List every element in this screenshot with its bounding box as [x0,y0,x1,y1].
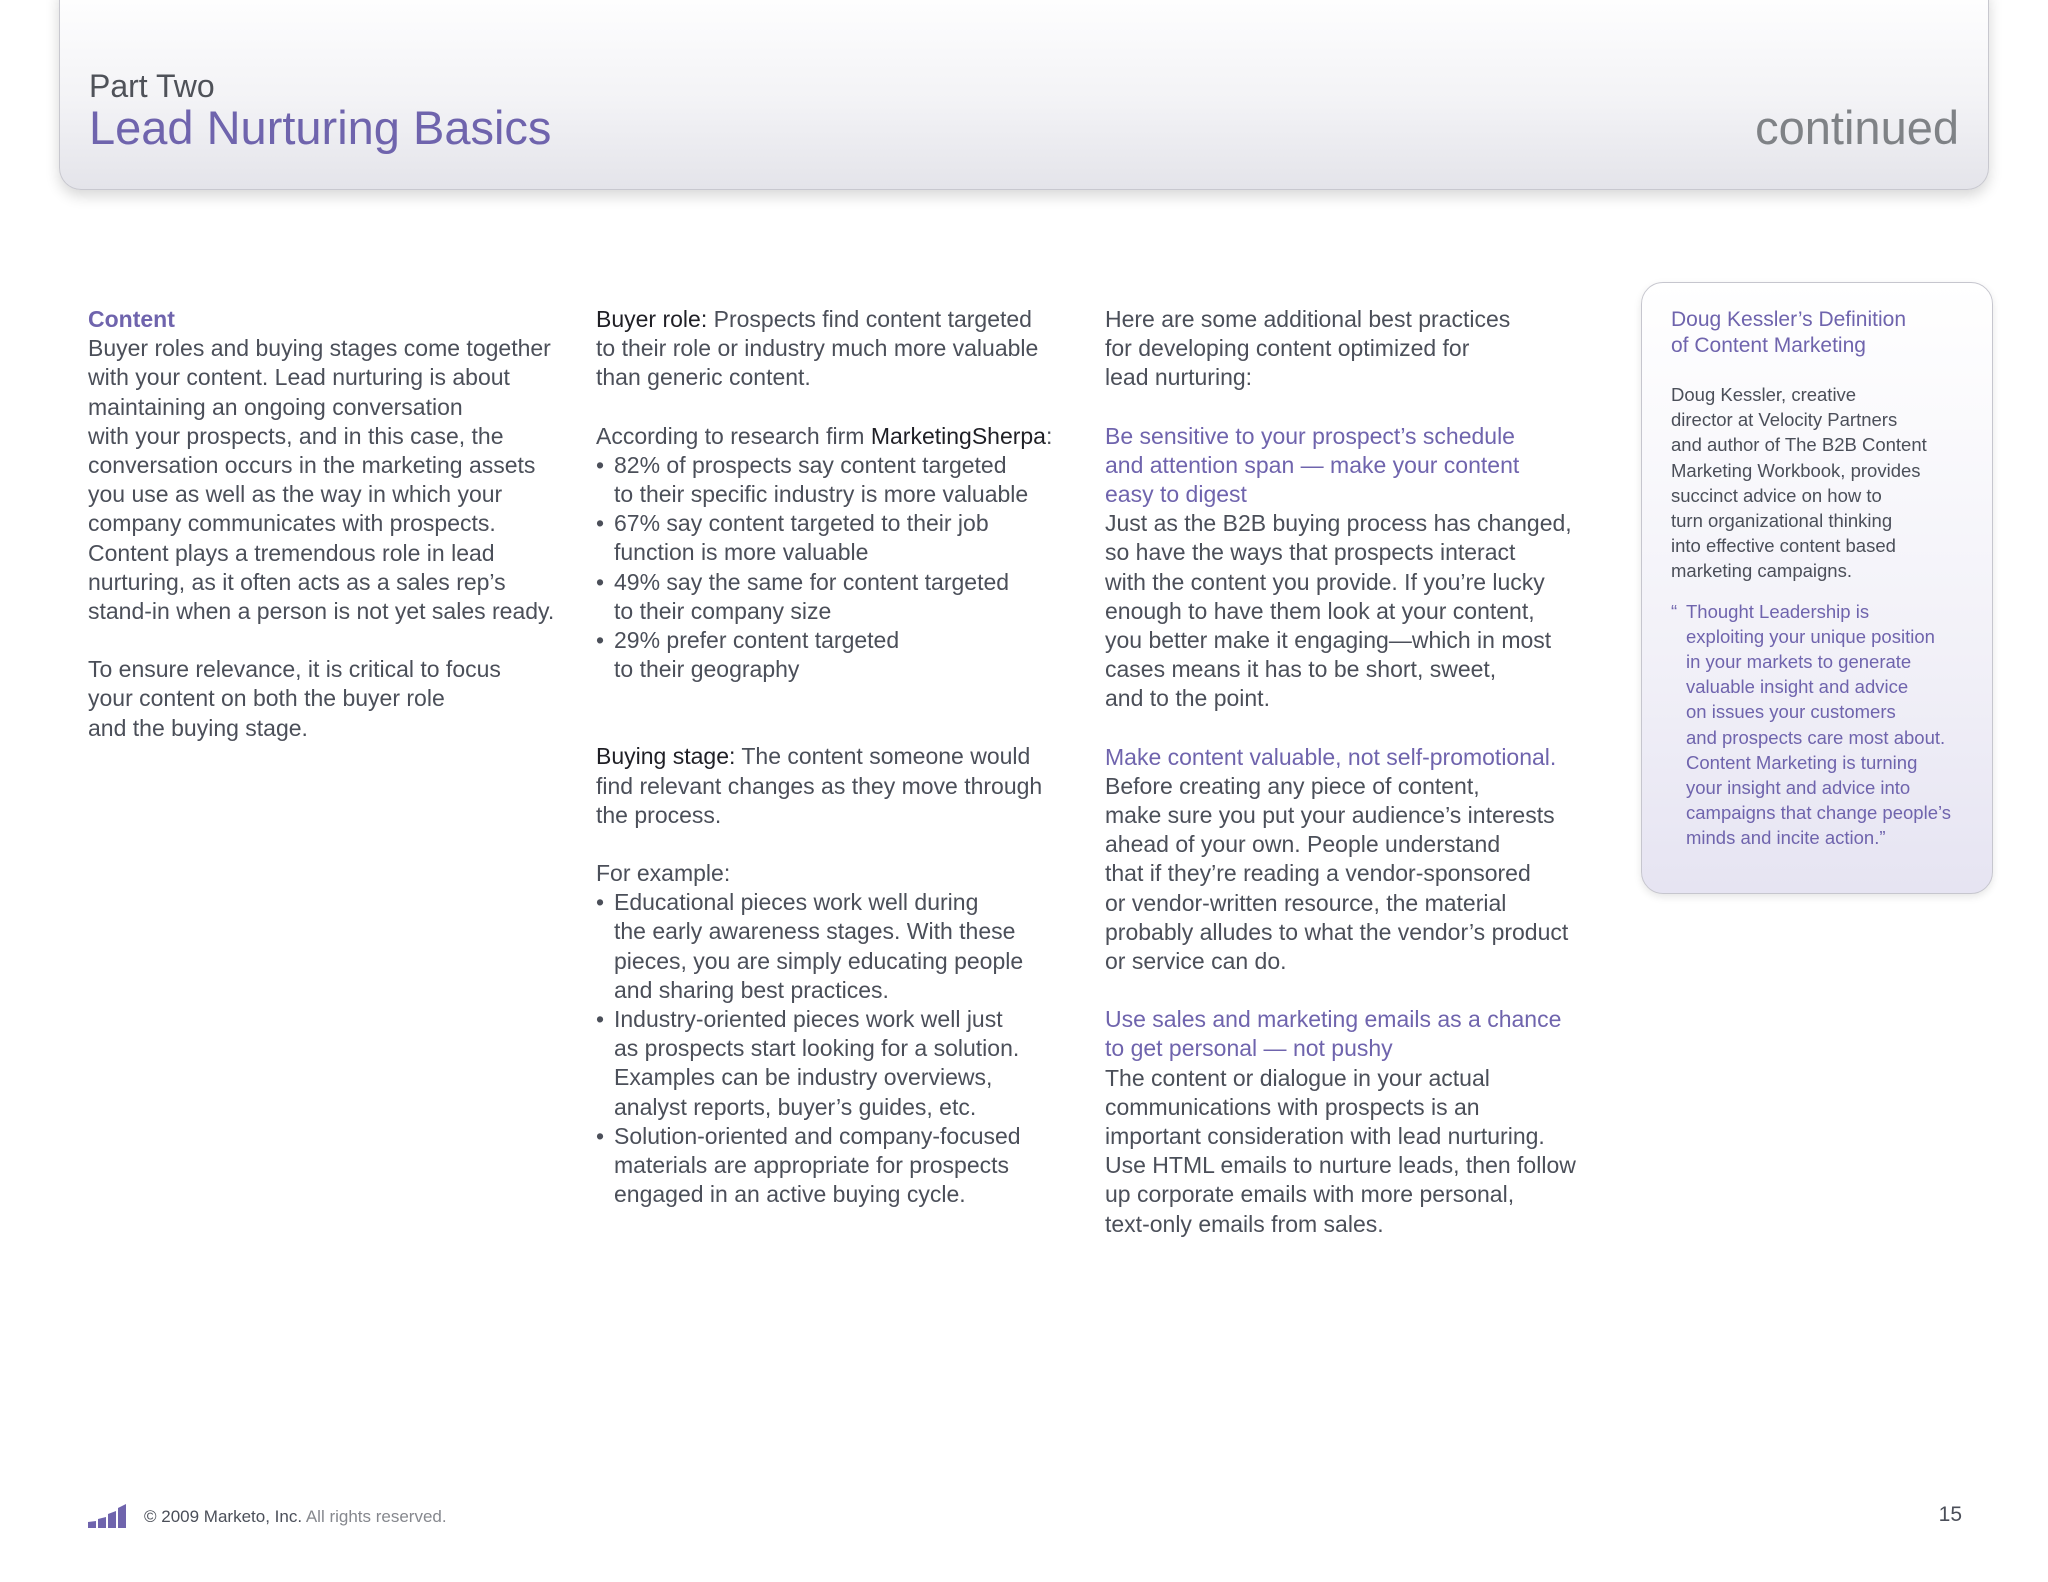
buying-stage-label: Buying stage: [596,743,736,770]
text-line: Buyer roles and buying stages come together [88,335,551,362]
text-line: up corporate emails with more personal, [1105,1181,1515,1208]
practice-heading: Use sales and marketing emails as a chance [1105,1006,1562,1033]
text-line: Use HTML emails to nurture leads, then follow [1105,1152,1576,1179]
practice-heading: easy to digest [1105,481,1247,508]
text-line: cases means it has to be short, sweet, [1105,656,1497,683]
stats-list [596,451,1086,685]
text-line: text-only emails from sales. [1105,1210,1384,1237]
list-item: • 67% say content targeted to their job function is more valuable [596,509,1086,567]
text-line: probably alludes to what the vendor’s product [1105,918,1569,945]
list-item: • 49% say the same for content targeted to their company size [596,568,1086,626]
list-item: • Solution-oriented and company-focused materials are appropriate for prospects engaged in an active buying cycle. [596,1122,1086,1210]
list-item: • Educational pieces work well during the early awareness stages. With these pieces, you are simply educating people and sharing best practices. [596,888,1086,1005]
part-label: Part Two [89,68,215,104]
practice-heading: and attention span — make your content [1105,451,1520,478]
text-line: for developing content optimized for [1105,335,1470,362]
text-line: enough to have them look at your content, [1105,597,1535,624]
text-line: or vendor-written resource, the material [1105,889,1507,916]
text-line: Before creating any piece of content, [1105,772,1480,799]
quote-mark: “ [1671,600,1678,622]
text-line: you use as well as the way in which your [88,481,503,508]
text-line: Just as the B2B buying process has changed, [1105,510,1572,537]
examples-list [596,888,1086,1209]
list-item: • Industry-oriented pieces work well just as prospects start looking for a solution. Examples can be industry overviews, analyst reports, buyer’s guides, etc. [596,1005,1086,1122]
text-line: conversation occurs in the marketing assets [88,452,536,479]
text-line: Content plays a tremendous role in lead [88,539,495,566]
buyer-role-label: Buyer role: [596,306,708,332]
column-best-practices [1105,305,1625,1239]
example-intro: For example: [596,860,731,887]
text-line: To ensure relevance, it is critical to focus [88,656,501,683]
text-line: nurturing, as it often acts as a sales rep’s [88,568,506,595]
text-line: ahead of your own. People understand [1105,831,1501,858]
buyer-role-para [596,305,1086,334]
text-line: and to the point. [1105,685,1270,712]
sidebar-definition [1641,282,1993,894]
text-line: with your prospects, and in this case, the [88,422,504,449]
text-line: so have the ways that prospects interact [1105,539,1516,566]
page-header [59,0,1989,190]
text-line: find relevant changes as they move through [596,772,1043,799]
text-line: to their role or industry much more valuable [596,335,1039,362]
research-intro: According to research firm MarketingSherpa: [596,422,1053,449]
sidebar-body: Doug Kessler, creative director at Velocity Partners and author of The B2B Content Marketing Workbook, provides succinct advice on how to turn organizational thinking into effective content based marketing campaigns. [1671,384,1927,582]
text-line: The content someone would [735,743,1031,770]
text-line: your content on both the buyer role [88,685,445,712]
practice-3 [1105,1005,1625,1239]
list-item: • 82% of prospects say content targeted to their specific industry is more valuable [596,451,1086,509]
research-firm: MarketingSherpa [870,422,1046,449]
text-line: important consideration with lead nurturing. [1105,1123,1545,1150]
list-item: • 29% prefer content targeted to their geography [596,626,1086,684]
text-line: Prospects find content targeted [707,306,1032,332]
content-heading: Content [88,306,175,332]
text-line: the process. [596,801,722,828]
column-content [88,305,568,743]
content-para-1 [88,334,568,626]
text-line: and the buying stage. [88,714,308,741]
practice-2 [1105,743,1625,977]
page-title: Lead Nurturing Basics [89,101,552,154]
content-para-2 [88,655,568,743]
text-line: Here are some additional best practices [1105,306,1511,332]
sidebar-quote: “ Thought Leadership is exploiting your unique position in your markets to generate valuable insight and advice on issues your customers and prospects care most about. Content Marketing is turning your insight and advice into campaigns that change people’s minds and incite action.” [1671,600,1952,849]
text-line: that if they’re reading a vendor-sponsored [1105,860,1531,887]
practice-heading: to get personal — not pushy [1105,1035,1393,1062]
text-line: with your content. Lead nurturing is about [88,364,510,391]
practice-heading: Be sensitive to your prospect’s schedule [1105,422,1515,449]
text-line: The content or dialogue in your actual [1105,1064,1490,1091]
text-line: than generic content. [596,364,811,391]
text-line: with the content you provide. If you’re lucky [1105,568,1545,595]
text-line: communications with prospects is an [1105,1093,1480,1120]
text-line: make sure you put your audience’s interests [1105,802,1555,829]
column-buyer [596,305,1086,1209]
copyright: © 2009 Marketo, Inc. All rights reserved. [144,1507,447,1526]
text-line: stand-in when a person is not yet sales ready. [88,598,555,625]
continued-label: continued [1755,101,1959,154]
marketo-logo-icon [88,1502,128,1530]
buying-stage-para [596,742,1086,771]
text-line: or service can do. [1105,948,1287,975]
practice-1 [1105,422,1625,714]
page-number: 15 [1938,1503,1962,1526]
text-line: you better make it engaging—which in most [1105,627,1552,654]
sidebar-title: Doug Kessler’s Definition of Content Marketing [1671,308,1907,357]
practice-heading: Make content valuable, not self-promotional. [1105,743,1557,770]
text-line: lead nurturing: [1105,364,1253,391]
text-line: maintaining an ongoing conversation [88,393,463,420]
text-line: company communicates with prospects. [88,510,496,537]
